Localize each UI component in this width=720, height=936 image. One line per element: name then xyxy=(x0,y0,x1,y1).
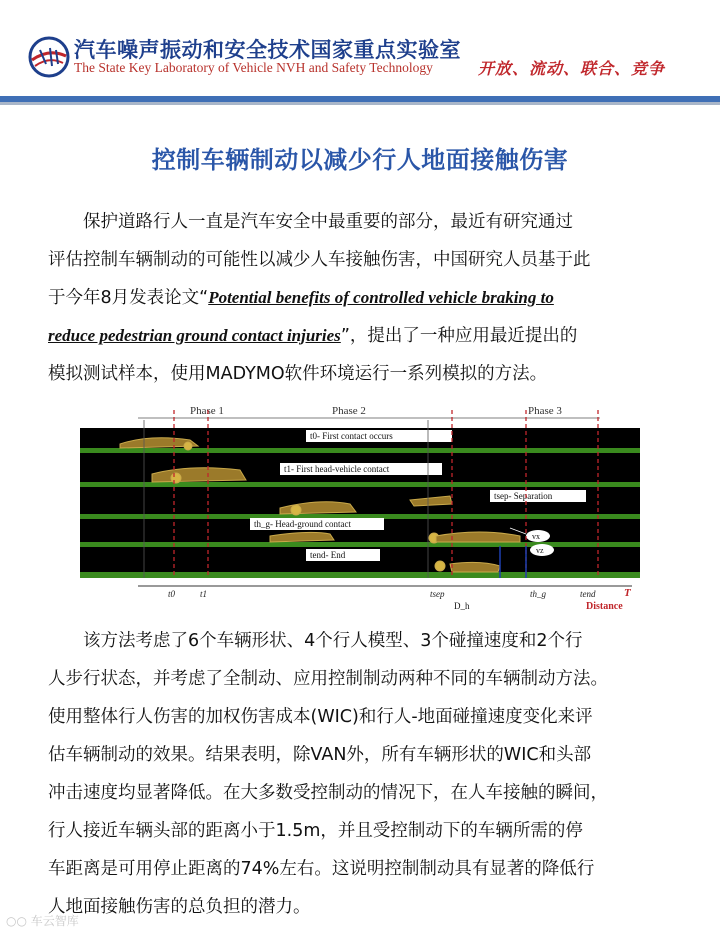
tick-tend: tend xyxy=(580,589,596,599)
lab-name-cn: 汽车噪声振动和安全技术国家重点实验室 xyxy=(74,38,461,62)
event-first-contact: t0- First contact occurs xyxy=(310,431,393,441)
lab-name-en: The State Key Laboratory of Vehicle NVH and Safety Technology xyxy=(74,60,433,75)
velocity-vz: vz xyxy=(536,546,544,555)
event-first-head-contact: t1- First head-vehicle contact xyxy=(284,464,390,474)
event-end: tend- End xyxy=(310,550,346,560)
time-symbol: T xyxy=(624,587,631,599)
event-separation: tsep- Separation xyxy=(494,491,553,501)
paper-title-link-cont[interactable]: reduce pedestrian ground contact injuries xyxy=(48,326,341,345)
paragraph-line: 人地面接触伤害的总负担的潜力。 xyxy=(48,897,311,917)
paragraph-line: 人步行状态，并考虑了全制动、应用控制制动两种不同的车辆制动方法。 xyxy=(48,669,608,689)
paragraph-line: 车距离是可用停止距离的74%左右。这说明控制制动具有显著的降低行 xyxy=(48,859,595,879)
distance-dh-label: D_h xyxy=(454,601,470,611)
velocity-vx: vx xyxy=(532,532,540,541)
paragraph-line: 评估控制车辆制动的可能性以减少人车接触伤害，中国研究人员基于此 xyxy=(48,250,591,270)
paragraph-line: reduce pedestrian ground contact injuries”，提出了一种应用最近提出的 xyxy=(48,326,578,346)
paragraph-line: 行人接近车辆头部的距离小于1.5m，并且受控制动下的车辆所需的停 xyxy=(48,821,583,841)
phase-3-label: Phase 3 xyxy=(528,405,562,417)
crash-phase-diagram xyxy=(80,400,640,612)
paragraph-line: 于今年8月发表论文“Potential benefits of controlled vehicle braking to xyxy=(48,288,554,308)
axis-distance-label: Distance xyxy=(586,601,623,612)
tick-t1: t1 xyxy=(200,589,208,599)
paragraph-line: 保护道路行人一直是汽车安全中最重要的部分，最近有研究通过 xyxy=(83,212,573,232)
lab-logo-icon xyxy=(28,36,70,78)
article-paragraph-1 xyxy=(48,203,678,393)
lab-slogan: 开放、流动、联合、竞争 xyxy=(478,59,666,78)
tick-t0: t0 xyxy=(168,589,176,599)
page-header xyxy=(0,0,720,104)
tick-tsep: tsep xyxy=(430,589,445,599)
paragraph-line: 冲击速度均显著降低。在大多数受控制动的情况下，在人车接触的瞬间， xyxy=(48,783,608,803)
article-title: 控制车辆制动以减少行人地面接触伤害 xyxy=(151,146,569,174)
watermark: ○○ 车云智库 xyxy=(6,914,79,928)
header-divider-shadow xyxy=(0,102,720,105)
crash-phase-figure xyxy=(80,400,640,612)
paragraph-line: 该方法考虑了6个车辆形状、4个行人模型、3个碰撞速度和2个行 xyxy=(83,631,583,651)
phase-2-label: Phase 2 xyxy=(332,405,366,417)
paragraph-line: 估车辆制动的效果。结果表明，除VAN外，所有车辆形状的WIC和头部 xyxy=(48,745,592,765)
paragraph-line: 模拟测试样本，使用MADYMO软件环境运行一系列模拟的方法。 xyxy=(48,364,548,384)
tick-thg: th_g xyxy=(530,589,547,599)
article-paragraph-2 xyxy=(48,622,678,926)
paper-title-link[interactable]: Potential benefits of controlled vehicle braking to xyxy=(208,288,554,307)
event-head-ground: th_g- Head-ground contact xyxy=(254,519,351,529)
paragraph-line: 使用整体行人伤害的加权伤害成本(WIC)和行人-地面碰撞速度变化来评 xyxy=(48,707,593,727)
phase-1-label: Phase 1 xyxy=(190,405,224,417)
watermark-icon: ○○ xyxy=(6,914,27,928)
